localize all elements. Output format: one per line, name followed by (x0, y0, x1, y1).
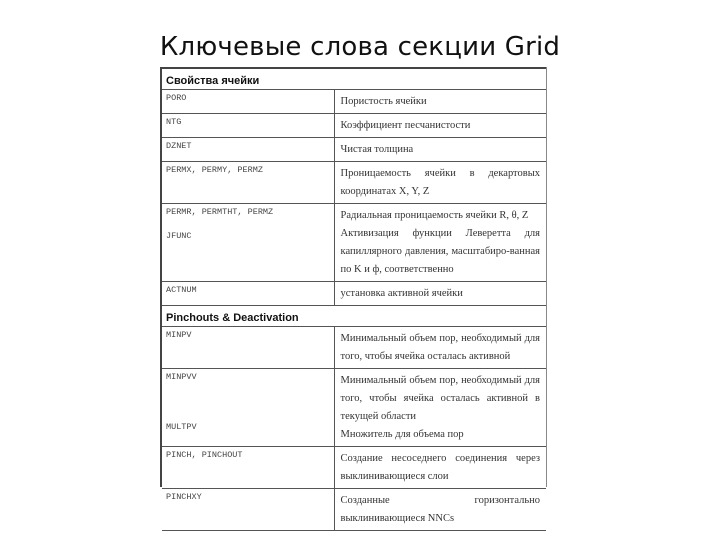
keyword: PERMR, PERMTHT, PERMZ (166, 207, 274, 217)
table-row (162, 447, 546, 489)
keyword-description: Создание несоседнего соединения через выклинивающиеся слои (334, 447, 546, 489)
keyword: JFUNC (166, 231, 192, 241)
table-row (162, 369, 546, 447)
section-header-pinchouts (162, 306, 546, 327)
keyword: PORO (162, 90, 334, 114)
keyword-table-document (160, 67, 547, 524)
table-row (162, 90, 546, 114)
section-title: Pinchouts & Deactivation (162, 306, 546, 327)
keyword-description-pair (334, 204, 546, 282)
table-row (162, 204, 546, 282)
keyword: PINCH, PINCHOUT (162, 447, 334, 489)
keyword: MULTPV (166, 422, 197, 432)
keyword-description: установка активной ячейки (334, 282, 546, 306)
keyword-description: Активизация функции Леверетта для капиллярного давления, масштабиро-ванная по K и ф, соответственно (340, 228, 541, 275)
table-row (162, 282, 546, 306)
keyword-description: Коэффициент песчанистости (334, 114, 546, 138)
keyword-description: Проницаемость ячейки в декартовых координатах X, Y, Z (334, 162, 546, 204)
keyword: MINPVV (166, 372, 197, 382)
section-header-cell-properties (162, 68, 546, 90)
table-row (162, 114, 546, 138)
table-row (162, 327, 546, 369)
keyword-description: Минимальный объем пор, необходимый для того, чтобы ячейка осталась активной (334, 327, 546, 369)
keyword: ACTNUM (162, 282, 334, 306)
keyword: PERMX, PERMY, PERMZ (162, 162, 334, 204)
keyword-table (162, 67, 546, 531)
keyword-description: Множитель для объема пор (340, 429, 464, 440)
keyword-pair (162, 204, 334, 282)
keyword-description: Созданные горизонтально выклинивающиеся NNCs (334, 489, 546, 531)
keyword: MINPV (162, 327, 334, 369)
slide-title: Ключевые слова секции Grid (159, 32, 561, 62)
keyword: DZNET (162, 138, 334, 162)
table-row (162, 489, 546, 531)
table-row (162, 138, 546, 162)
keyword: PINCHXY (162, 489, 334, 531)
keyword-description-pair (334, 369, 546, 447)
keyword-pair (162, 369, 334, 447)
keyword-description: Чистая толщина (334, 138, 546, 162)
keyword-description: Пористость ячейки (334, 90, 546, 114)
keyword-description: Минимальный объем пор, необходимый для того, чтобы ячейка осталась активной в текущей области (340, 375, 541, 422)
table-row (162, 162, 546, 204)
keyword: NTG (162, 114, 334, 138)
section-title: Свойства ячейки (162, 68, 546, 90)
keyword-description: Радиальная проницаемость ячейки R, θ, Z (340, 210, 529, 221)
